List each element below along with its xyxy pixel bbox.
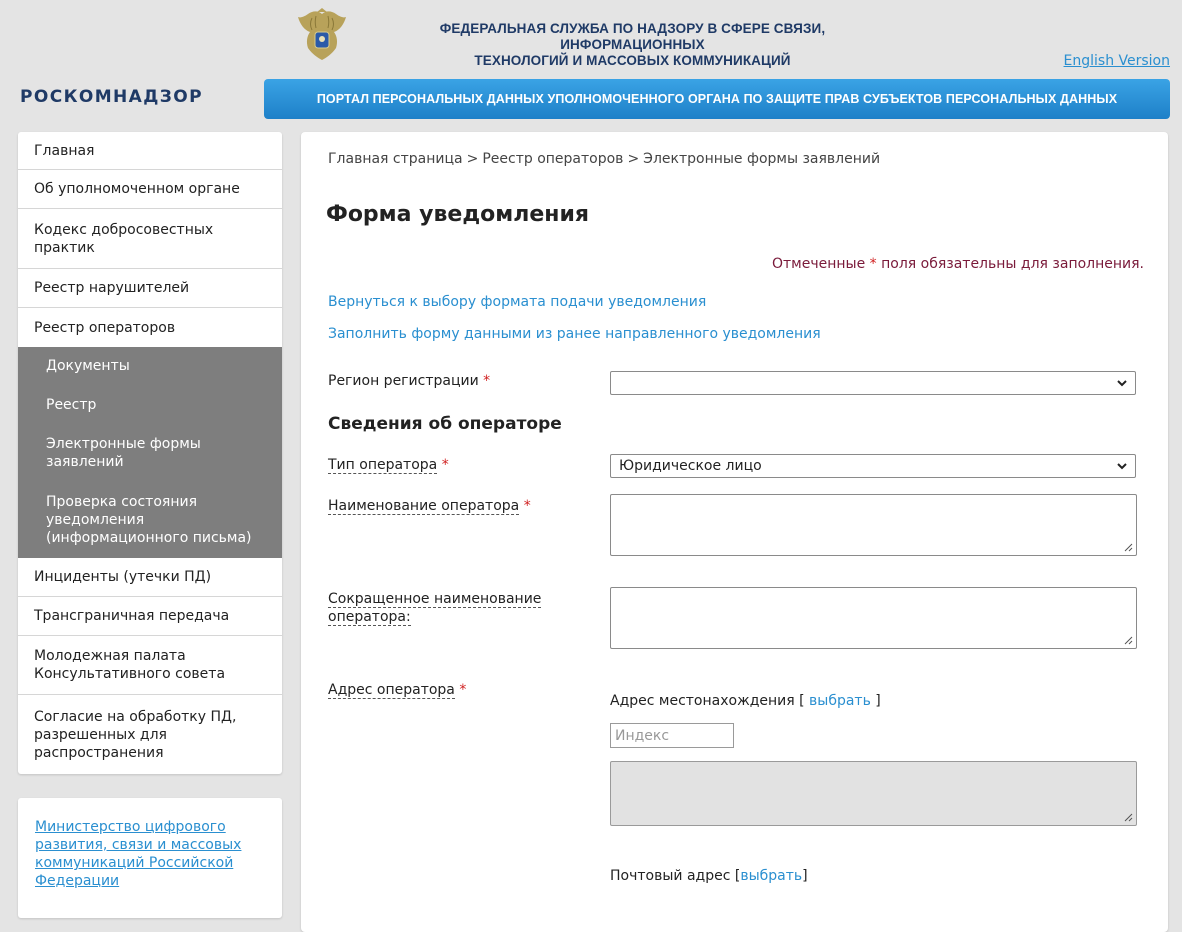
operator-name-label: Наименование оператора * xyxy=(328,498,531,514)
breadcrumb-separator: > xyxy=(466,151,479,167)
operator-type-select[interactable] xyxy=(610,454,1136,478)
postal-address-label: Почтовый адрес [выбрать] xyxy=(610,868,808,884)
region-label: Регион регистрации * xyxy=(328,373,491,389)
chevron-down-icon xyxy=(1116,377,1128,389)
resize-grip-icon xyxy=(1124,813,1133,822)
location-address-select-link[interactable]: выбрать xyxy=(809,693,871,709)
sidebar-nav xyxy=(18,132,282,774)
back-to-format-link[interactable]: Вернуться к выбору формата подачи уведомления xyxy=(328,294,707,310)
required-fields-note: Отмеченные * поля обязательны для заполнения. xyxy=(771,256,1144,272)
operator-short-name-label: Сокращенное наименование оператора: xyxy=(328,591,542,625)
agency-title-line1: ФЕДЕРАЛЬНАЯ СЛУЖБА ПО НАДЗОРУ В СФЕРЕ СВЯЗИ, ИНФОРМАЦИОННЫХ xyxy=(439,21,826,52)
sidebar-item-about[interactable]: Об уполномоченном органе xyxy=(18,170,282,209)
agency-title-line2: ТЕХНОЛОГИЙ И МАССОВЫХ КОММУНИКАЦИЙ xyxy=(474,53,791,68)
breadcrumb-home[interactable]: Главная страница xyxy=(328,151,463,167)
required-star: * xyxy=(441,457,449,473)
sidebar-subitem-status-check[interactable]: Проверка состояния уведомления (информационного письма) xyxy=(18,482,282,558)
sidebar-item-crossborder[interactable]: Трансграничная передача xyxy=(18,597,282,636)
sidebar-subitem-eforms[interactable]: Электронные формы заявлений xyxy=(18,424,282,482)
sidebar-item-consent[interactable]: Согласие на обработку ПД, разрешенных для распространения xyxy=(34,708,237,761)
operator-section-title: Сведения об операторе xyxy=(328,414,562,434)
resize-grip-icon[interactable] xyxy=(1124,636,1133,645)
sidebar-links-panel xyxy=(18,798,282,918)
page-title: Форма уведомления xyxy=(326,202,589,227)
sidebar-item-code[interactable]: Кодекс добросовестных практик xyxy=(18,209,282,269)
sidebar-item-home[interactable]: Главная xyxy=(18,132,282,170)
postal-address-select-link[interactable]: выбрать xyxy=(740,868,803,884)
sidebar-item-operators[interactable]: Реестр операторов xyxy=(34,319,176,336)
postal-index-input[interactable] xyxy=(610,723,734,748)
required-star: * xyxy=(523,498,531,514)
required-star: * xyxy=(459,682,467,698)
ministry-link[interactable]: Министерство цифрового развития, связи и массовых коммуникаций Российской Федерации xyxy=(35,819,242,889)
english-version-link[interactable]: English Version xyxy=(1063,53,1170,69)
roskomnadzor-logo[interactable]: РОСКОМНАДЗОР xyxy=(20,87,203,107)
fill-from-previous-link[interactable]: Заполнить форму данными из ранее направленного уведомления xyxy=(328,326,821,342)
sidebar-item-youth-chamber[interactable]: Молодежная палата Консультативного совета xyxy=(18,636,282,695)
breadcrumb-current: Электронные формы заявлений xyxy=(643,151,881,167)
location-address-label: Адрес местонахождения [ выбрать ] xyxy=(610,693,881,709)
sidebar-subitem-documents[interactable]: Документы xyxy=(18,347,282,385)
resize-grip-icon[interactable] xyxy=(1124,543,1133,552)
main-content xyxy=(301,132,1168,932)
portal-title: ПОРТАЛ ПЕРСОНАЛЬНЫХ ДАННЫХ УПОЛНОМОЧЕННОГО ОРГАНА ПО ЗАЩИТЕ ПРАВ СУБЪЕКТОВ ПЕРСОНАЛЬНЫХ ДАННЫХ xyxy=(316,92,1118,106)
portal-title-bar xyxy=(264,79,1170,119)
breadcrumb-registry[interactable]: Реестр операторов xyxy=(482,151,624,167)
sidebar-item-incidents[interactable]: Инциденты (утечки ПД) xyxy=(18,558,282,597)
agency-title xyxy=(370,21,895,69)
breadcrumb xyxy=(328,151,880,167)
operator-address-label: Адрес оператора * xyxy=(328,682,467,698)
operator-short-name-textarea[interactable] xyxy=(610,587,1137,649)
location-address-textarea xyxy=(610,761,1137,826)
sidebar-subitem-registry[interactable]: Реестр xyxy=(18,385,282,424)
operator-type-label: Тип оператора * xyxy=(328,457,449,473)
operator-name-textarea[interactable] xyxy=(610,494,1137,556)
required-star: * xyxy=(869,256,877,272)
sidebar-item-violators[interactable]: Реестр нарушителей xyxy=(18,269,282,308)
region-select[interactable] xyxy=(610,371,1136,395)
breadcrumb-separator: > xyxy=(627,151,640,167)
chevron-down-icon xyxy=(1116,460,1128,472)
operator-type-value: Юридическое лицо xyxy=(619,458,762,474)
coat-of-arms-emblem-icon xyxy=(298,8,346,60)
required-star: * xyxy=(483,373,491,389)
